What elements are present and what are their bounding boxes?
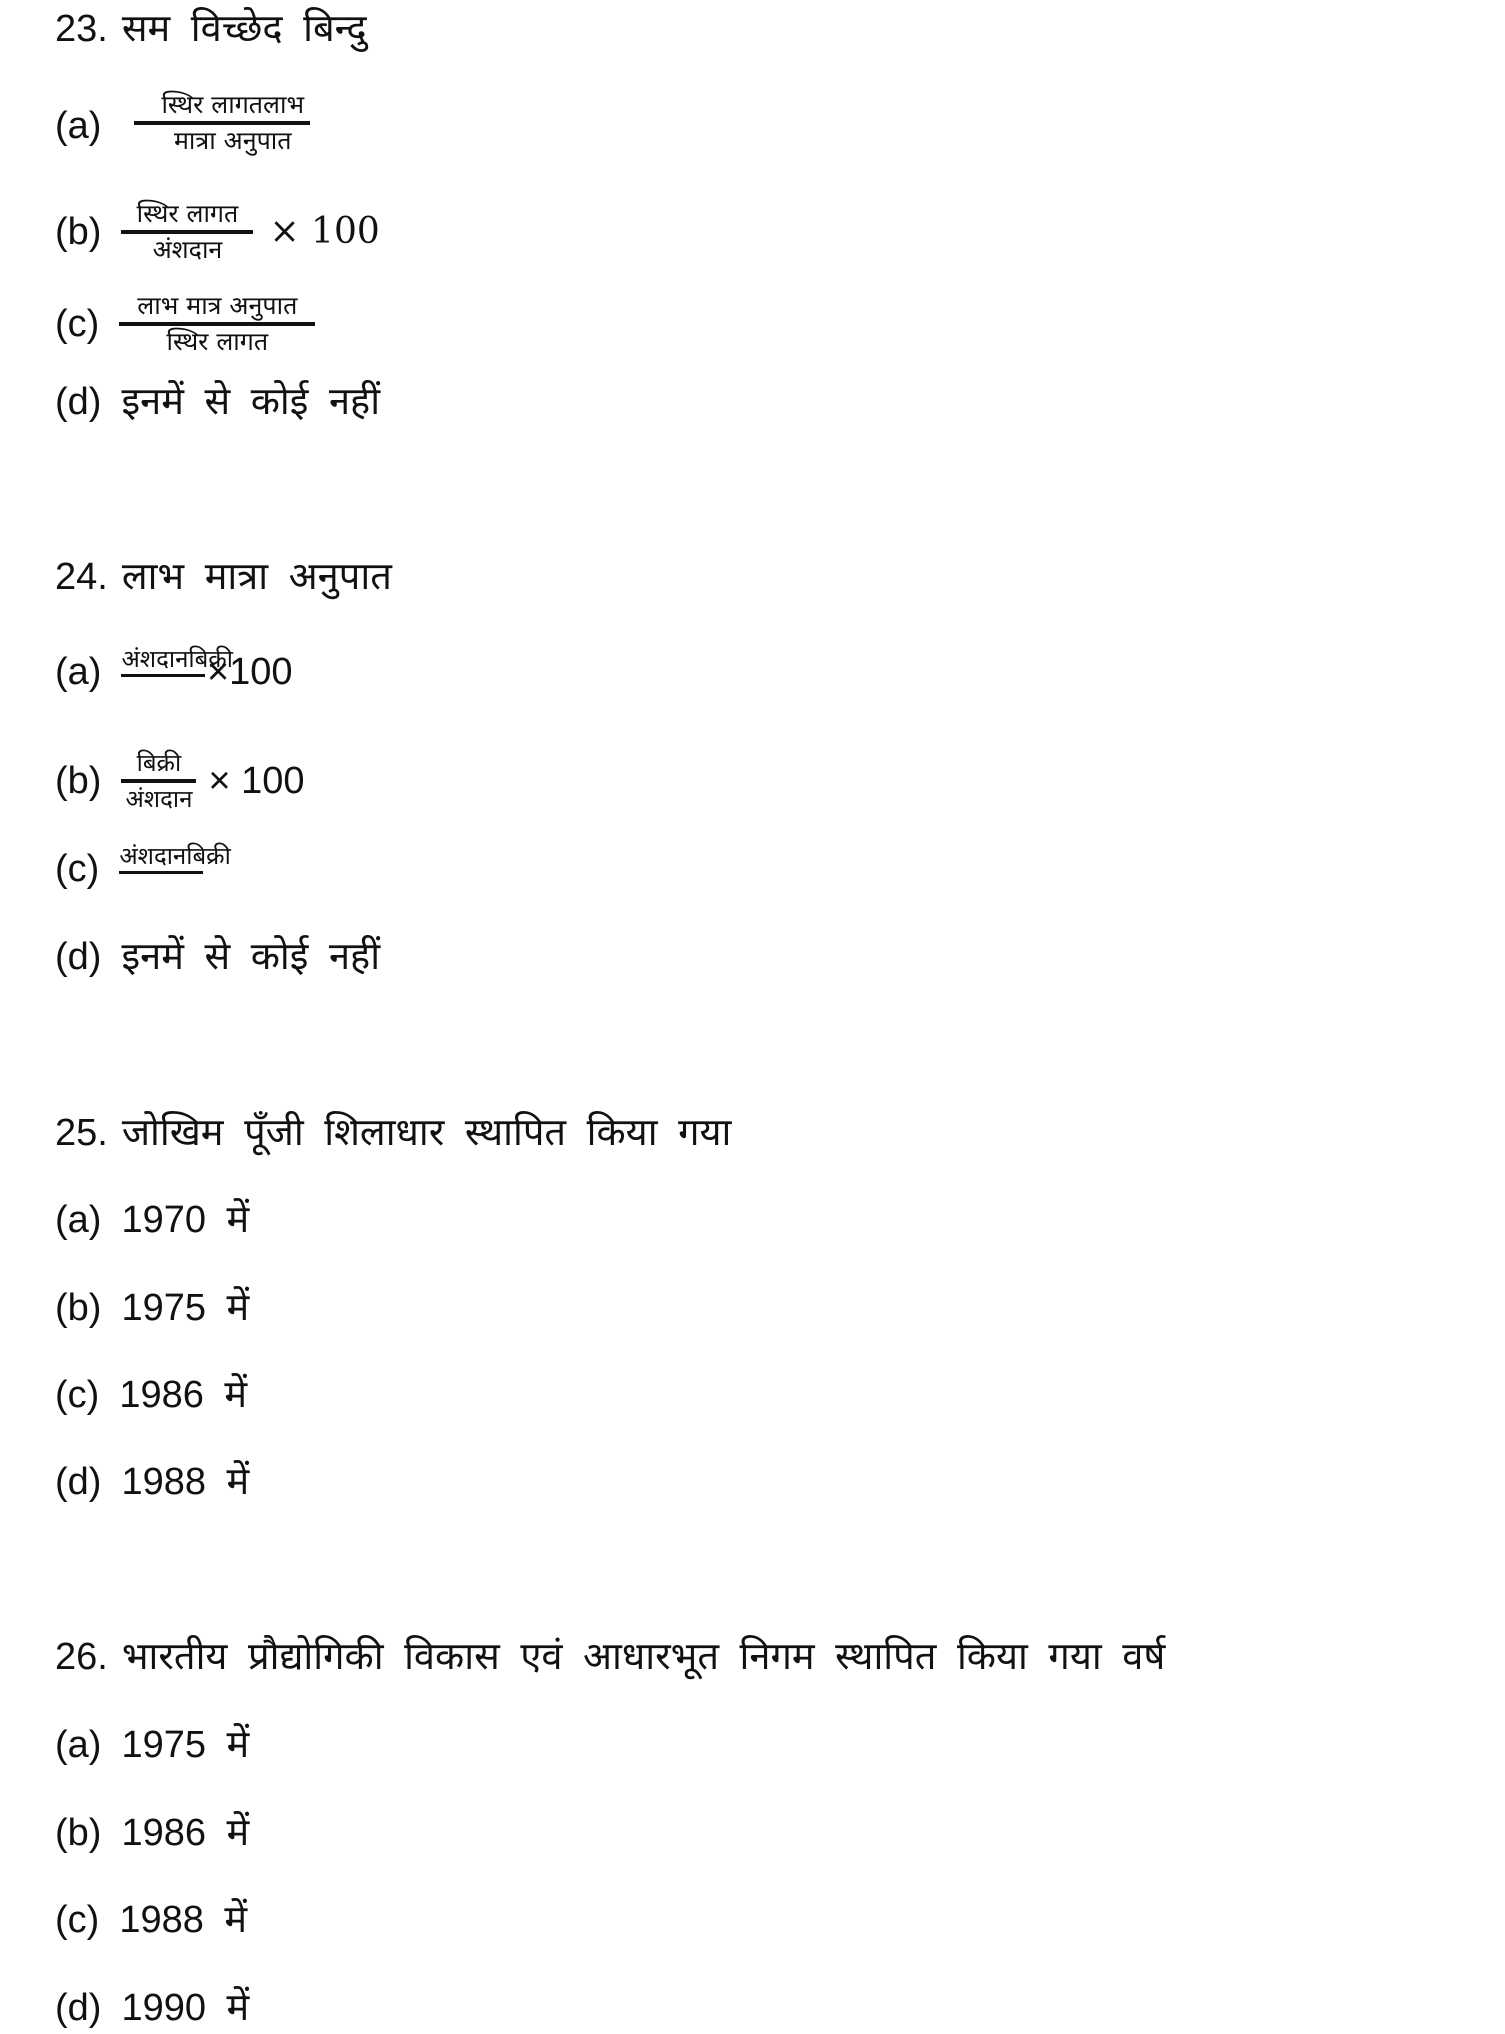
option-label: (d)	[55, 1987, 102, 2029]
question-23-option-a[interactable]	[55, 90, 322, 157]
question-26-option-c[interactable]	[55, 1898, 247, 1942]
option-text: 1986 में	[121, 1812, 250, 1854]
option-text: 1990 में	[121, 1987, 250, 2029]
fraction-numerator: अंशदानबिक्री	[119, 841, 231, 870]
option-label: (b)	[55, 211, 102, 253]
option-label: (c)	[55, 848, 100, 890]
option-label: (a)	[55, 651, 102, 693]
question-text: जोखिम पूँजी शिलाधार स्थापित किया गया	[121, 1112, 732, 1154]
option-label: (b)	[55, 760, 102, 802]
question-text: लाभ मात्रा अनुपात	[121, 556, 392, 598]
fraction	[121, 198, 253, 266]
question-23-option-b[interactable]	[55, 198, 380, 266]
fraction-numerator: स्थिर लागतलाभ	[161, 90, 305, 119]
option-label: (a)	[55, 1724, 102, 1766]
option-text: इनमें से कोई नहीं	[121, 381, 381, 423]
fraction-denominator: मात्रा अनुपात	[134, 121, 310, 157]
fraction-denominator: अंशदान	[121, 230, 253, 266]
multiplier: × 100	[269, 211, 380, 252]
question-24-option-c[interactable]	[55, 841, 231, 891]
question-number: 24.	[55, 556, 108, 598]
question-26-option-b[interactable]	[55, 1811, 249, 1855]
option-text: 1988 में	[121, 1461, 250, 1503]
option-label: (a)	[55, 1199, 102, 1241]
option-label: (c)	[55, 1899, 100, 1941]
question-26-title	[55, 1635, 1165, 1679]
question-number: 26.	[55, 1636, 108, 1678]
question-23-option-d[interactable]	[55, 380, 380, 424]
question-text: सम विच्छेद बिन्दु	[121, 8, 367, 50]
question-24-option-d[interactable]	[55, 935, 380, 979]
option-label: (d)	[55, 936, 102, 978]
question-26-option-d[interactable]	[55, 1986, 249, 2030]
fraction-numerator: स्थिर लागत	[136, 199, 239, 228]
question-25-option-b[interactable]	[55, 1286, 249, 1330]
option-text: 1975 में	[121, 1724, 250, 1766]
question-number: 23.	[55, 8, 108, 50]
option-text: 1988 में	[119, 1899, 248, 1941]
question-23-title	[55, 7, 367, 51]
question-24-option-b[interactable]	[55, 747, 305, 815]
option-label: (c)	[55, 1374, 100, 1416]
option-label: (d)	[55, 381, 102, 423]
multiplier: × 100	[208, 760, 305, 802]
option-label: (d)	[55, 1461, 102, 1503]
fraction-numerator: लाभ मात्र अनुपात	[137, 291, 298, 320]
fraction-denominator: अंशदान	[121, 779, 196, 815]
question-number: 25.	[55, 1112, 108, 1154]
fraction	[121, 89, 322, 157]
fraction-numerator: अंशदानबिक्री	[121, 644, 233, 673]
question-24-title	[55, 555, 392, 599]
question-24-option-a[interactable]	[55, 644, 293, 694]
fraction-numerator: बिक्री	[136, 749, 182, 777]
option-label: (b)	[55, 1812, 102, 1854]
broken-fraction	[121, 644, 233, 677]
question-25-option-a[interactable]	[55, 1198, 249, 1242]
question-text: भारतीय प्रौद्योगिकी विकास एवं आधारभूत निगम स्थापित किया गया वर्ष	[121, 1636, 1166, 1678]
question-26-option-a[interactable]	[55, 1723, 249, 1767]
fraction	[121, 747, 196, 815]
multiplier: ×100	[206, 651, 293, 693]
option-label: (b)	[55, 1287, 102, 1329]
fraction-denominator: स्थिर लागत	[119, 322, 315, 358]
question-25-option-d[interactable]	[55, 1460, 249, 1504]
option-text: 1970 में	[121, 1199, 250, 1241]
question-23-option-c[interactable]	[55, 290, 315, 358]
option-text: इनमें से कोई नहीं	[121, 936, 381, 978]
question-25-title	[55, 1111, 731, 1155]
fraction-bar	[119, 871, 203, 874]
fraction-bar	[121, 674, 205, 677]
option-label: (a)	[55, 105, 102, 147]
question-25-option-c[interactable]	[55, 1373, 247, 1417]
fraction	[119, 290, 315, 358]
option-label: (c)	[55, 303, 100, 345]
option-text: 1975 में	[121, 1287, 250, 1329]
broken-fraction	[119, 841, 231, 874]
option-text: 1986 में	[119, 1374, 248, 1416]
